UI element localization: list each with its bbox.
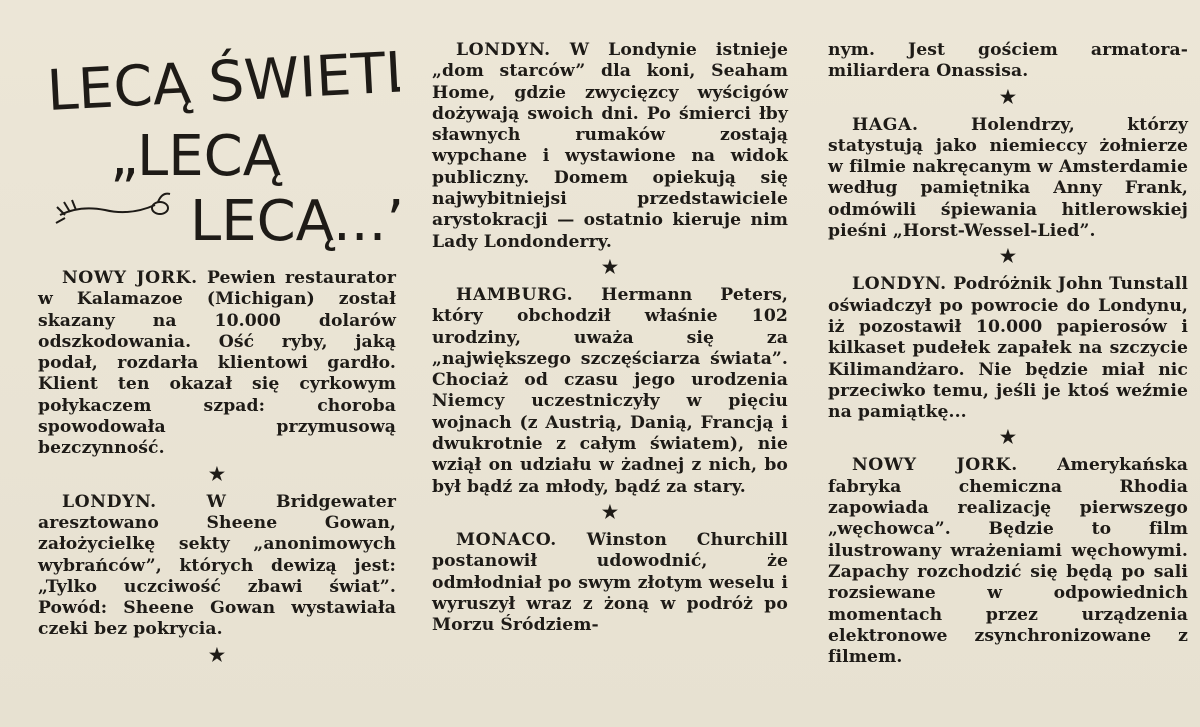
news-text: Winston Churchill postanowił udowodnić, że odmłodniał po swym złotym weselu i wyruszył wraz z żoną w podróż po Morzu Śródziem-	[432, 529, 788, 636]
news-text: W Bridgewater aresztowano Sheene Gowan, założycielkę sekty „anonimowych wybrańców”, których dewizą jest: „Tylko uczciwość zbawi świat”. Powód: Sheene Gowan wystawiała czeki bez pokrycia.	[38, 491, 396, 640]
news-text: Podróżnik John Tunstall oświadczył po powrocie do Londynu, iż pozostawił 10.000 papierosów i kilkaset pudełek zapałek na szczycie Kilimandżaro. Nie będzie miał nic przeciwko temu, jeśli je ktoś weźmie na pamiątkę...	[828, 274, 1188, 423]
news-place: HAMBURG.	[456, 284, 574, 305]
star-separator: ★	[208, 644, 226, 666]
news-text: Holendrzy, którzy statystują jako niemieccy żołnierze w filmie nakręcanym w Amsterdamie według pamiętnika Anny Frank, odmówili śpiewania hitlerowskiej pieśni „Horst-Wessel-Lied”.	[828, 114, 1188, 242]
news-place: HAGA.	[852, 114, 919, 135]
news-place: MONACO.	[456, 529, 557, 550]
news-text: W Londynie istnieje „dom starców” dla koni, Seaham Home, gdzie zwycięzcy wyścigów dożywają swoich dni. Po śmierci łby sławnych rumaków zostają wypchane i wystawione na widok publiczny. Domem opiekują się najwybitniejsi przedstawiciele arystokracji — ostatnio kieruje nim Lady Londonderry.	[432, 40, 788, 252]
news-place: NOWY JORK.	[62, 268, 198, 288]
headline-line-1: LECĄ ŚWIETLIKI	[45, 40, 400, 124]
star-separator: ★	[999, 86, 1017, 108]
news-item	[828, 455, 1188, 668]
news-text: Hermann Peters, który obchodził właśnie 102 urodziny, uważa się za „największego szczęściarza świata”. Chociaż od czasu jego urodzenia Niemcy uczestniczyły w pięciu wojnach (z Austrią, Danią, Francją i dwukrotnie z całym światem), nie wziął on udziału w żadnej z nich, bo był bądź za młody, bądź za stary.	[432, 284, 788, 497]
news-item	[432, 530, 788, 636]
news-place: NOWY JORK.	[852, 455, 1018, 476]
news-item	[432, 285, 788, 498]
star-separator: ★	[208, 463, 226, 485]
star-separator: ★	[999, 246, 1017, 268]
headline-line-3: LECĄ...”	[190, 189, 400, 254]
column-2	[432, 40, 788, 636]
news-continuation: nym. Jest gościem armatora-miliardera Onassisa.	[828, 40, 1188, 82]
news-text: Amerykańska fabryka chemiczna Rhodia zapowiada realizację pierwszego „węchowca”. Będzie to film ilustrowany wrażeniami węchowymi. Zapachy rozchodzić się będą po sali rozsiewane w odpowiednich momentach przez urządzenia elektronowe zsynchronizowane z filmem.	[828, 455, 1188, 668]
news-place: LONDYN.	[62, 491, 157, 512]
headline-art	[40, 40, 400, 260]
column-3	[828, 40, 1188, 668]
news-item	[828, 274, 1188, 423]
firefly-illustration	[56, 194, 170, 223]
news-item	[38, 492, 396, 641]
news-item	[828, 115, 1188, 243]
headline-line-2: „LECĄ	[110, 124, 282, 189]
headline	[40, 40, 400, 260]
news-place: LONDYN.	[456, 40, 551, 60]
news-text: Pewien restaurator w Kalamazoe (Michigan) został skazany na 10.000 dolarów odszkodowania. Ość ryby, jaką podał, rozdarła klientowi gardło. Klient ten okazał się cyrkowym połykaczem szpad: choroba spowodowała przymusową bezczynność.	[38, 268, 396, 459]
news-item	[38, 268, 396, 460]
star-separator: ★	[601, 256, 619, 278]
star-separator: ★	[601, 501, 619, 523]
news-place: LONDYN.	[852, 274, 947, 295]
star-separator: ★	[999, 427, 1017, 449]
column-1	[38, 268, 396, 673]
news-item	[432, 40, 788, 253]
